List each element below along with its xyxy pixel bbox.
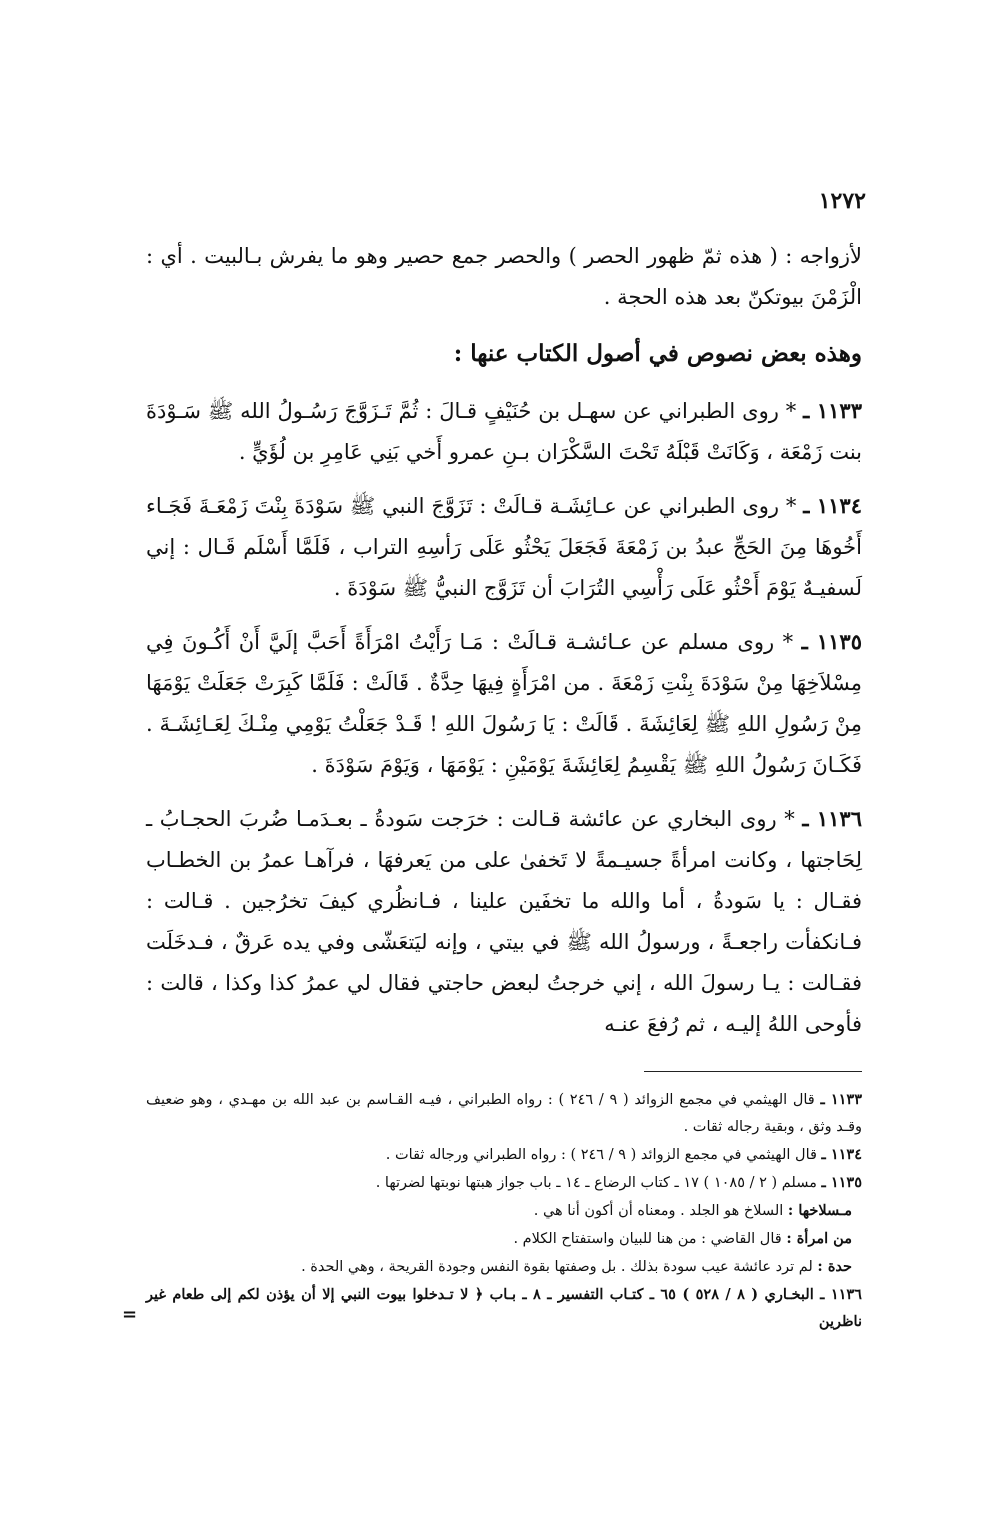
footnote-separator [644,1071,862,1072]
hadith-text: * روى البخاري عن عائشة قـالت : خرَجت سَودةُ ـ بعـدَمـا ضُربَ الحجـابُ ـ لِحَاجتها ، وكانت امرأةً جسيـمةً لا تَخفىٰ على من يَعرفهَا ، فرآهـا عمرُ بن الخطـاب فقـال : يا سَودةُ ، أما والله ما تخفَين علينا ، فـانظُري كيفَ تخرُجين . قـالت : فـانكفأت راجعـةً ، ورسولُ الله ﷺ في بيتي ، وإنه ليَتعَشّى وفي يده عَرقٌ ، فـدخَلَت فقـالت : يـا رسولَ الله ، إني خرجتُ لبعض حاجتي فقال لي عمرُ كذا وكذا ، قالت : فأوحى اللهُ إليـه ، ثم رُفعَ عنـه [146,807,862,1036]
gloss-text: لم ترد عائشة عيب سودة بذلك . بل وصفتها بقوة النفس وجودة القريحة ، وهي الحدة . [301,1259,813,1275]
hadith-number: ١١٣٦ ـ [802,806,862,831]
section-heading: وهذه بعض نصوص في أصول الكتاب عنها : [453,340,862,367]
footnote-number: ١١٣٦ ـ [820,1286,862,1303]
hadith-text: * روى مسلم عن عـائشـة قـالَتْ : مَـا رَأَيْتُ امْرَأَةً أَحَبَّ إلَيَّ أَنْ أَكُـونَ فِي مِسْلاَخِهَا مِنْ سَوْدَةَ بِنْتِ زَمْعَةَ . من امْرَأَةٍ فِيهَا حِدَّةٌ . قَالَتْ : فَلَمَّا كَبِرَتْ جَعَلَتْ يَوْمَهَا مِنْ رَسُولِ اللهِ ﷺ لِعَائِشَةَ . قَالَتْ : يَا رَسُولَ اللهِ ! قَـدْ جَعَلْتُ يَوْمِي مِنْـكَ لِعَـائِشَـةَ . فَكَـانَ رَسُولُ اللهِ ﷺ يَقْسِمُ لِعَائِشَةَ يَوْمَيْنِ : يَوْمَهَا ، وَيَوْمَ سَوْدَةَ . [146,630,862,777]
footnote-1133 [146,1086,862,1141]
footnote-1135 [146,1169,862,1197]
footnote-number: ١١٣٤ ـ [821,1146,862,1163]
hadith-1133 [146,390,862,473]
footnote-text: البخـاري ( ٨ / ٥٢٨ ) ٦٥ ـ كتـاب التفسير ـ ٨ ـ بـاب ﴿ لا تـدخلوا بيوت النبي إلا أن يؤذن لكم إلى طعام غير ناظرين [146,1286,862,1330]
continuation-mark: = [122,1304,138,1325]
hadith-text: * روى الطبراني عن عـائِشَـة قـالَتْ : تَزَوَّجَ النبي ﷺ سَوْدَةَ بِنْتَ زَمْعَـةَ فَجَـاء أَخُوهَا مِنَ الحَجِّ عبدُ بن زَمْعَةَ فَجَعَلَ يَحْثُو عَلَى رَأسِهِ التراب ، فَلَمَّا أَسْلَم قَـال : إني لَسفيـهٌ يَوْمَ أَحْثُو عَلَى رَأْسِي التُرَابَ أن تَزَوَّج النبيُّ ﷺ سَوْدَةَ . [146,494,862,600]
hadith-number: ١١٣٥ ـ [801,629,862,654]
gloss-text: قال القاضي : من هنا للبيان واستفتاح الكلام . [513,1231,782,1247]
footnote-1136 [146,1281,862,1335]
gloss-term: من امرأة : [786,1230,852,1247]
footnote-text: قال الهيثمي في مجمع الزوائد ( ٩ / ٢٤٦ ) : رواه الطبراني ، فيـه القـاسم بن عبد الله بن مهـدي ، وهو ضعيف وقـد وثق ، وبقية رجاله ثقات . [146,1092,862,1135]
hadith-text: * روى الطبراني عن سهـل بن حُنَيْفٍ قـالَ : ثُمَّ تَـزَوَّجَ رَسُـولُ الله ﷺ سَـوْدَةَ بنت زَمْعَة ، وَكَانَتْ قَبْلَهُ تَحْتَ السَّكْرَان بـنِ عمرو أَخي بَنِي عَامِرِ بن لُؤَيٍّ . [146,399,862,464]
hadith-number: ١١٣٣ ـ [803,398,862,423]
footnote-1134 [146,1141,862,1169]
hadith-number: ١١٣٤ ـ [803,493,862,518]
footnote-text: قال الهيثمي في مجمع الزوائد ( ٩ / ٢٤٦ ) : رواه الطبراني ورجاله ثقات . [385,1147,817,1163]
hadith-1135 [146,621,862,786]
hadith-1136 [146,798,862,1045]
gloss-item [146,1225,862,1253]
gloss-term: حدة : [817,1258,852,1275]
footnote-text: مسلم ( ٢ / ١٠٨٥ ) ١٧ ـ كتاب الرضاع ـ ١٤ ـ باب جواز هبتها نوبتها لضرتها . [375,1175,817,1191]
page-number: ١٢٧٢ [818,188,866,214]
gloss-text: السلاخ هو الجلد . ومعناه أن أكون أنا هي . [533,1203,784,1219]
main-text [146,236,862,1057]
gloss-term: مـسلاخها : [787,1202,852,1219]
footnote-number: ١١٣٣ ـ [820,1091,862,1108]
footnotes [146,1086,862,1335]
gloss-item [146,1253,862,1281]
gloss-item [146,1197,862,1225]
hadith-1134 [146,485,862,609]
footnote-number: ١١٣٥ ـ [821,1174,862,1191]
intro-paragraph: لأزواجه : ( هذه ثمّ ظهور الحصر ) والحصر جمع حصير وهو ما يفرش بـالبيت . أي : الْزَمْنَ بيوتكنّ بعد هذه الحجة . [146,244,862,309]
